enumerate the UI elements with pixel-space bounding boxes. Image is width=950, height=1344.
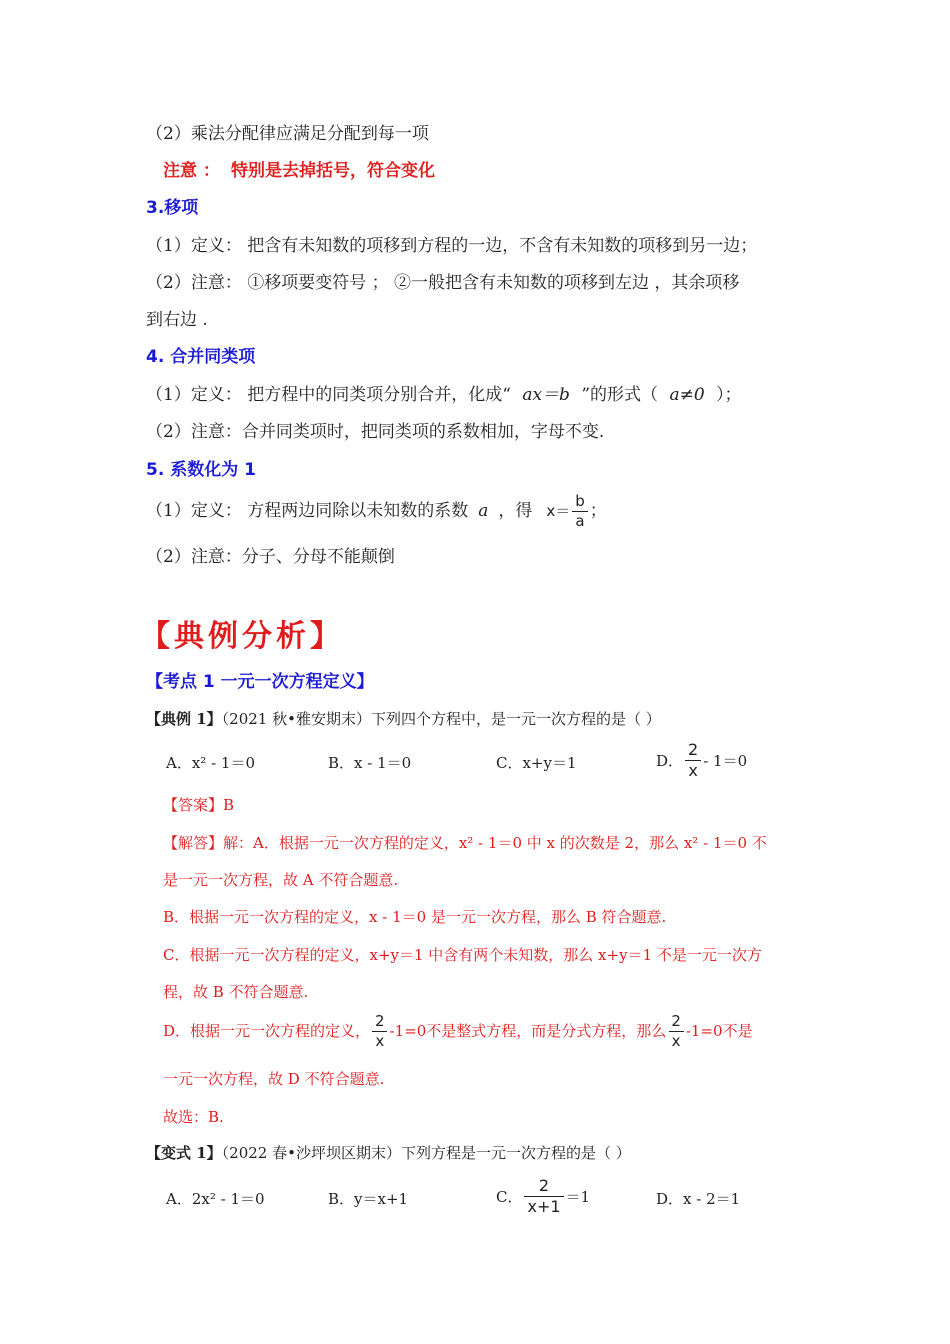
analysis-fraction-2-denominator: x: [669, 1031, 684, 1049]
h5-note: （2）注意：分子、分母不能颠倒: [146, 547, 395, 567]
h5-def-part-c: ；: [589, 501, 607, 521]
analysis-fraction-2-numerator: 2: [671, 1012, 681, 1030]
h5-definition: [146, 494, 607, 529]
analysis-line-7: 一元一次方程，故 D 不符合题意.: [163, 1070, 385, 1088]
h5-def-part-a: （1）定义： 方程两边同除以未知数的系数: [146, 501, 469, 521]
example-1-option-a: A．x² - 1＝0: [166, 754, 255, 772]
heading-4: 4. 合并同类项: [146, 347, 256, 367]
h3-note-line-2: 到右边 .: [146, 310, 208, 330]
variant-1-option-b: B．y＝x+1: [328, 1190, 409, 1208]
variant-1-option-c-suffix: ＝1: [565, 1188, 591, 1206]
analysis-line-1: 【解答】解：A．根据一元一次方程的定义，x² - 1＝0 中 x 的次数是 2，那么 x² - 1＝0 不: [163, 834, 767, 852]
analysis-line-6-part-c: -1=0不是: [685, 1022, 753, 1040]
rule-2-text: （2）乘法分配律应满足分配到每一项: [146, 124, 429, 144]
h4-def-equation: ax＝b: [522, 385, 570, 405]
variant-1-option-a: A．2x² - 1＝0: [166, 1190, 265, 1208]
analysis-fraction-2: [668, 1014, 684, 1049]
variant-1-option-c-fraction: [524, 1178, 563, 1215]
h3-definition: （1）定义： 把含有未知数的项移到方程的一边，不含有未知数的项移到另一边；: [146, 236, 758, 256]
analysis-line-8: 故选：B.: [163, 1108, 224, 1126]
example-1-question: （2021 秋•雅安期末）下列四个方程中，是一元一次方程的是（ ）: [221, 710, 661, 728]
example-1-stem: [146, 712, 661, 727]
analysis-fraction-1: [372, 1014, 388, 1049]
example-1-label: 【典例 1】: [146, 710, 222, 728]
variant-1-option-c: [496, 1178, 590, 1215]
analysis-fraction-1-numerator: 2: [375, 1012, 385, 1030]
h5-def-part-b: ，得: [498, 501, 533, 521]
h4-def-part-c: ）；: [716, 385, 742, 405]
h5-fraction-denominator: a: [572, 511, 587, 529]
example-1-option-d-denominator: x: [685, 760, 700, 779]
h3-note-line-1: （2）注意： ①移项要变符号 ； ②一般把含有未知数的项移到左边 ，其余项移: [146, 273, 740, 293]
h4-def-condition: a≠0: [669, 385, 705, 405]
answer: 【答案】B: [163, 796, 235, 814]
variant-1-label: 【变式 1】: [146, 1144, 222, 1162]
h4-def-part-b: ”的形式（: [581, 385, 659, 405]
example-1-option-d: [656, 742, 747, 779]
analysis-line-6: [163, 1014, 753, 1049]
h4-definition: [146, 387, 742, 404]
example-1-option-d-prefix: D．: [656, 752, 684, 770]
variant-1-option-d: D．x - 2＝1: [656, 1190, 741, 1208]
example-1-option-b: B．x - 1＝0: [328, 754, 412, 772]
analysis-line-4: C．根据一元一次方程的定义，x+y＝1 中含有两个未知数，那么 x+y＝1 不是一元一次方: [163, 946, 762, 964]
variant-1-option-c-numerator: 2: [538, 1176, 550, 1195]
analysis-line-2: 是一元一次方程，故 A 不符合题意.: [163, 871, 399, 889]
rule-2-line: [146, 126, 429, 143]
variant-1-question: （2022 春•沙坪坝区期末）下列方程是一元一次方程的是（ ）: [221, 1144, 631, 1162]
note-line: [163, 163, 435, 180]
variant-1-option-c-denominator: x+1: [524, 1196, 563, 1215]
kaodian-heading: 【考点 1 一元一次方程定义】: [146, 672, 374, 692]
note-text: 特别是去掉括号，符合变化: [231, 161, 436, 181]
variant-1-stem: [146, 1146, 631, 1161]
analysis-line-5: 程，故 B 不符合题意.: [163, 983, 309, 1001]
variant-1-option-c-prefix: C．: [496, 1188, 523, 1206]
analysis-line-6-part-a: D．根据一元一次方程的定义，: [163, 1022, 371, 1040]
example-1-option-d-suffix: - 1＝0: [703, 752, 748, 770]
heading-5: 5. 系数化为 1: [146, 460, 256, 480]
h5-def-variable: a: [478, 501, 489, 521]
analysis-line-6-part-b: -1=0不是整式方程，而是分式方程，那么: [389, 1022, 667, 1040]
example-1-option-d-numerator: 2: [688, 740, 699, 759]
analysis-line-3: B．根据一元一次方程的定义，x - 1＝0 是一元一次方程，那么 B 符合题意.: [163, 908, 667, 926]
h5-fraction-lhs: x＝: [546, 502, 571, 520]
h5-fraction: [572, 494, 588, 529]
heading-3: 3.移项: [146, 198, 199, 218]
note-label: 注意 ：: [163, 161, 220, 181]
h5-fraction-numerator: b: [575, 492, 585, 510]
example-1-option-d-fraction: [685, 742, 701, 779]
example-1-option-c: C．x+y＝1: [496, 754, 577, 772]
section-title: 【典例分析】: [140, 619, 344, 654]
h4-note: （2）注意：合并同类项时，把同类项的系数相加，字母不变.: [146, 422, 605, 442]
h4-def-part-a: （1）定义： 把方程中的同类项分别合并，化成“: [146, 385, 511, 405]
analysis-fraction-1-denominator: x: [372, 1031, 387, 1049]
